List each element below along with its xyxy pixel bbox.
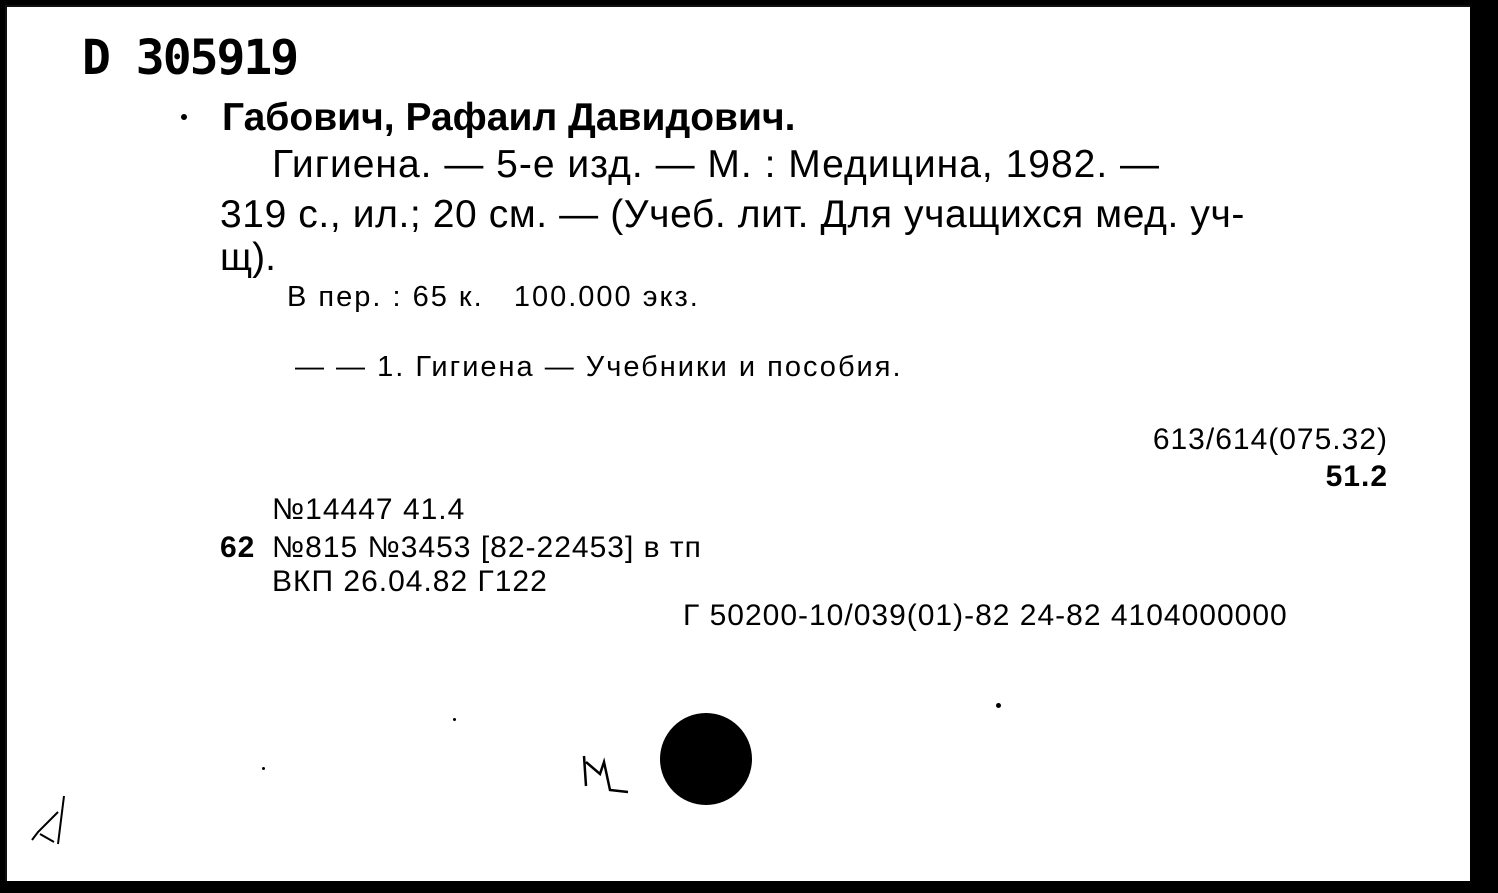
handwritten-corner-mark — [28, 792, 76, 852]
margin-dot — [181, 114, 187, 120]
speck-dot — [996, 703, 1001, 708]
stamp-number: D 305919 — [82, 30, 298, 86]
speck-dot — [453, 718, 456, 721]
udc-index: 613/614(075.32) — [1152, 423, 1388, 456]
filled-circle-mark — [660, 713, 752, 805]
description-line-3: щ). — [220, 236, 276, 279]
registry-line-1: №14447 41.4 — [272, 493, 466, 526]
bbk-index: 51.2 — [1325, 460, 1388, 493]
handwritten-mark — [580, 752, 640, 802]
description-line-1: Гигиена. — 5-е изд. — М. : Медицина, 1982. — — [272, 143, 1161, 186]
speck-dot — [262, 767, 265, 770]
registry-line-2: №815 №3453 [82-22453] в тп — [272, 531, 702, 564]
scan-border-right — [1470, 0, 1498, 893]
scan-border-bottom — [0, 881, 1498, 893]
registry-line-3: ВКП 26.04.82 Г122 — [272, 565, 548, 598]
classification-code: Г 50200-10/039(01)-82 24-82 4104000000 — [683, 599, 1288, 632]
subject-heading: — — 1. Гигиена — Учебники и пособия. — [295, 351, 903, 383]
author-heading: Габович, Рафаил Давидович. — [222, 96, 796, 139]
description-line-2: 319 с., ил.; 20 см. — (Учеб. лит. Для учащихся мед. уч- — [220, 193, 1245, 236]
price-line: В пер. : 65 к. 100.000 экз. — [287, 281, 700, 313]
registry-prefix: 62 — [220, 531, 256, 564]
